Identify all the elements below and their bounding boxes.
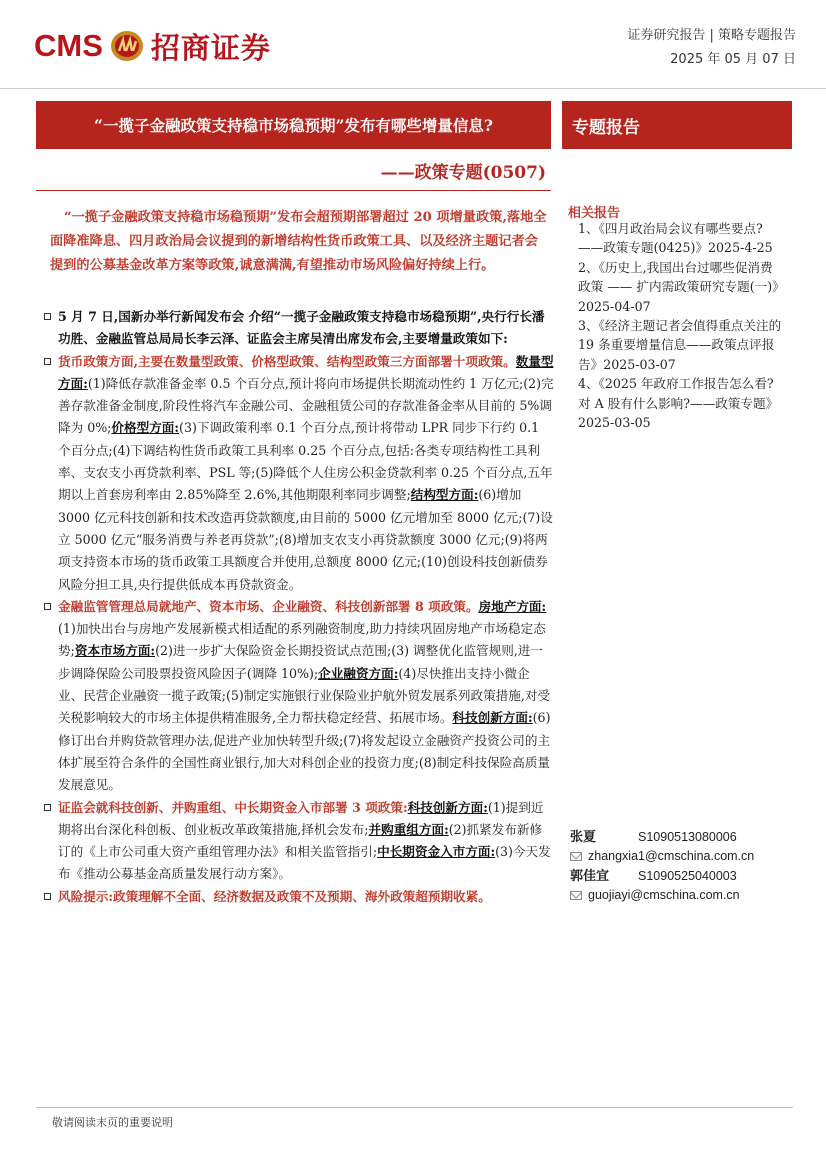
checkbox-bullet-icon xyxy=(44,313,51,320)
bullet-press-conference xyxy=(44,306,554,351)
related-report-item[interactable]: 3、《经济主题记者会值得重点关注的 19 条重要增量信息——政策点评报告》2025-03-07 xyxy=(578,318,782,372)
logo-emblem-icon xyxy=(109,29,145,63)
company-logo xyxy=(34,24,271,68)
section-label: 结构型方面: xyxy=(410,487,479,503)
bullet-text: (1)提到近期将出台深化科创板、创业板改革政策措施,择机会发布; xyxy=(58,799,544,837)
analyst-email[interactable]: zhangxia1@cmschina.com.cn xyxy=(588,849,755,863)
section-label: 中长期资金入市方面: xyxy=(377,844,496,860)
footer-note: 敬请阅读末页的重要说明 xyxy=(52,1116,173,1129)
bullet-heading: 金融监管管理总局就地产、资本市场、企业融资、科技创新部署 8 项政策。 xyxy=(58,598,479,614)
checkbox-bullet-icon xyxy=(44,603,51,610)
section-label: 数量型方面: xyxy=(58,353,554,391)
bullet-csrc-policy xyxy=(44,797,554,886)
side-title: 专题报告 xyxy=(572,117,640,138)
checkbox-bullet-icon xyxy=(44,804,51,811)
related-reports-list xyxy=(578,219,783,432)
header-meta xyxy=(627,24,796,72)
analyst-license-id: S1090513080006 xyxy=(638,830,737,844)
side-title-bar xyxy=(562,101,792,149)
related-reports-title: 相关报告 xyxy=(568,206,621,221)
mail-icon xyxy=(570,891,582,900)
section-label: 企业融资方面: xyxy=(318,665,399,681)
report-category: 证券研究报告 | 策略专题报告 xyxy=(627,28,796,43)
footer-divider xyxy=(36,1107,793,1108)
related-report-item[interactable]: 1、《四月政治局会议有哪些要点?——政策专题(0425)》2025-4-25 xyxy=(578,221,773,256)
logo-cms-text: CMS xyxy=(34,28,103,63)
checkbox-bullet-icon xyxy=(44,893,51,900)
abstract-paragraph: “一揽子金融政策支持稳市场稳预期”发布会超预期部署超过 20 项增量政策,落地全面降准降息、四月政治局会议提到的新增结构性货币政策工具、以及经济主题记者会提到的公募基金改革方案等政策,诚意满满,有望推动市场风险偏好持续上行。 xyxy=(50,210,547,273)
analyst-card xyxy=(570,826,795,863)
bullet-text: (2)抓紧发布新修订的《上市公司重大资产重组管理办法》和相关监管指引; xyxy=(58,821,543,860)
checkbox-bullet-icon xyxy=(44,358,51,365)
bullet-text: (1)加快出台与房地产发展新模式相适配的系列融资制度,助力持续巩固房地产市场稳定态势; xyxy=(58,621,546,659)
bullet-text: (6)修订出台并购贷款管理办法,促进产业加快转型升级;(7)将发起设立金融资产投资公司的主体扩展至符合条件的全国性商业银行,加大对科创企业的投资力度;(8)制定科技保险高质量发展意见。 xyxy=(58,710,551,793)
bullet-text: 5 月 7 日,国新办举行新闻发布会 介绍“一揽子金融政策支持稳市场稳预期”,央行行长潘功胜、金融监管总局局长李云泽、证监会主席吴清出席发布会,主要增量政策如下: xyxy=(58,309,545,347)
bullet-text: (2)进一步扩大保险资金长期投资试点范围;(3) 调整优化监管规则,进一步调降保险公司股票投资风险因子(调降 10%); xyxy=(58,643,544,681)
bullet-heading: 风险提示:政策理解不全面、经济数据及政策不及预期、海外政策超预期收紧。 xyxy=(58,888,491,904)
bullet-risk-warning xyxy=(44,886,554,908)
bullet-heading: 货币政策方面,主要在数量型政策、价格型政策、结构型政策三方面部署十项政策。 xyxy=(58,353,516,369)
report-title: “一揽子金融政策支持稳市场稳预期”发布有哪些增量信息? xyxy=(94,116,493,135)
section-label: 房地产方面: xyxy=(478,598,547,614)
bullet-text: (4)尽快推出支持小微企业、民营企业融资一揽子政策;(5)制定实施银行业保险业护航外贸发展系列政策措施,对受关税影响较大的市场主体提供精准服务,全力帮扶稳定经营、拓展市场。 xyxy=(58,665,551,726)
bullet-monetary-policy xyxy=(44,351,554,596)
mail-icon xyxy=(570,852,582,861)
bullet-list xyxy=(44,306,554,908)
related-report-item[interactable]: 4、《2025 年政府工作报告怎么看?对 A 股有什么影响?——政策专题》2025-03-05 xyxy=(578,376,779,431)
section-label: 科技创新方面: xyxy=(407,799,488,815)
analyst-license-id: S1090525040003 xyxy=(638,869,737,883)
analyst-card xyxy=(570,865,795,902)
section-label: 资本市场方面: xyxy=(74,643,156,659)
report-subtitle: ——政策专题(0507) xyxy=(380,163,546,183)
analyst-name: 郭佳宜 xyxy=(570,869,610,884)
report-date: 2025 年 05 月 07 日 xyxy=(670,52,796,67)
section-label: 并购重组方面: xyxy=(368,821,449,837)
bullet-heading: 证监会就科技创新、并购重组、中长期资金入市部署 3 项政策: xyxy=(58,799,408,815)
logo-company-name: 招商证券 xyxy=(150,30,271,65)
bullet-financial-regulation xyxy=(44,596,554,797)
analyst-email[interactable]: guojiayi@cmschina.com.cn xyxy=(588,888,740,902)
related-report-item[interactable]: 2、《历史上,我国出台过哪些促消费政策 —— 扩内需政策研究专题(一)》2025-04-07 xyxy=(578,259,779,314)
bullet-text: (6)增加 3000 亿元科技创新和技术改造再贷款额度,由目前的 5000 亿元增加至 8000 亿元;(7)设立 5000 亿元“服务消费与养老再贷款”;(8)增加支农支小再贷款额度 3000 亿元;(9)将两项支持资本市场的货币政策工具额度合并使用,总额度 8000 亿元;(10)创设科技创新债券风险分担工具,央行提供低成本再贷款资金。 xyxy=(58,487,553,592)
section-label: 科技创新方面: xyxy=(452,710,533,726)
bullet-text: (3)今天发布《推动公募基金高质量发展行动方案》。 xyxy=(58,844,551,882)
bullet-text: (3)下调政策利率 0.1 个百分点,预计将带动 LPR 同步下行约 0.1 个百分点;(4)下调结构性货币政策工具利率 0.25 个百分点,包括:各类专项结构性工具利率、支农支小再贷款利率、PSL 等;(5)降低个人住房公积金贷款利率 0.25 个百分点,五年期以上首套房利率由 2.85%降至 2.6%,其他期限利率同步调整; xyxy=(58,420,553,503)
bullet-text: (1)降低存款准备金率 0.5 个百分点,预计将向市场提供长期流动性约 1 万亿元;(2)完善存款准备金制度,阶段性将汽车金融公司、金融租赁公司的存款准备金率从目前的 5%调降为 0%; xyxy=(58,375,554,436)
subtitle-divider xyxy=(36,190,551,191)
header-divider xyxy=(0,88,826,89)
report-title-bar xyxy=(36,101,551,149)
section-label: 价格型方面: xyxy=(111,420,180,436)
analyst-name: 张夏 xyxy=(570,830,597,845)
